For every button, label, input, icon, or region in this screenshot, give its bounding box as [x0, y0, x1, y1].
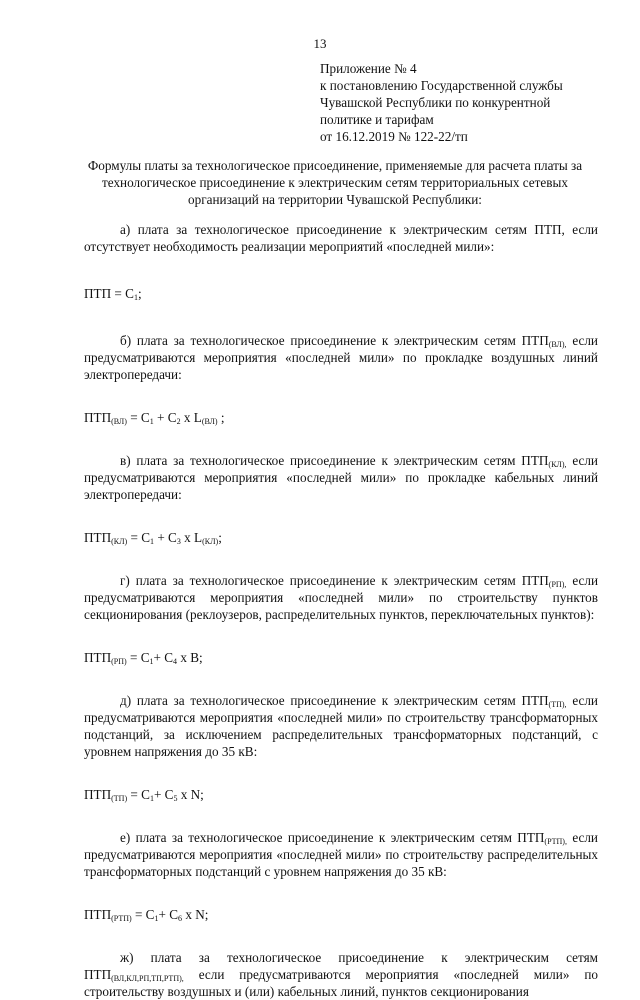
appendix-line: к постановлению Государственной службы: [320, 78, 563, 93]
formula-d: $ПТП_{(ТП)} = С_1+ С_5$ x N;: [84, 787, 204, 803]
paragraph-g: г) плата за технологическое присоединение к электрическим сетям $ПТП_{(РП),}$ если предусматриваются мероприятия «последней мили» по строительству пунктов секционирования (реклоузеров, распределительных пунктов, переключательных пунктов):: [84, 573, 599, 622]
appendix-line: от 16.12.2019 № 122-22/тп: [320, 129, 468, 144]
document-title: Формулы платы за технологическое присоединение, применяемые для расчета платы за технологическое присоединение к электрическим сетям территориальных сетевых организаций на территории Чувашской Республики:: [87, 158, 583, 207]
paragraph-b: б) плата за технологическое присоединение к электрическим сетям $ПТП_{(ВЛ),}$ если предусматриваются мероприятия «последней мили» по прокладке воздушных линий электропередачи:: [84, 333, 598, 382]
appendix-line: Чувашской Республики по конкурентной: [320, 95, 551, 110]
paragraph-zh: ж) плата за технологическое присоединение к электрическим сетям $ПТП_{(ВЛ,КЛ,РП,ТП,РТП),}$ если предусматриваются мероприятия «последней мили» по строительству воздушных и (или) кабельных линий, пунктов секционирования: [84, 950, 598, 999]
formula-g: $ПТП_{(РП)} = С_1+ С_4$ x В;: [84, 650, 203, 666]
formula-e: $ПТП_{(РТП)} = С_1+ С_6$ x N;: [84, 907, 209, 923]
page-number: 13: [313, 36, 327, 51]
formula-v: $ПТП_{(КЛ)} = С_1 + С_3$ x $L_{(КЛ)}$;: [84, 530, 222, 546]
paragraph-e: е) плата за технологическое присоединение к электрическим сетям $ПТП_{(РТП),}$ если предусматриваются мероприятия «последней мили» по строительству распределительных трансформаторных подстанций с уровнем напряжения до 35 кВ:: [84, 830, 598, 879]
document-body: [84, 221, 598, 1000]
appendix-line: Приложение № 4: [320, 61, 417, 76]
paragraph-v: в) плата за технологическое присоединение к электрическим сетям $ПТП_{(КЛ),}$ если предусматриваются мероприятия «последней мили» по прокладке кабельных линий электропередачи:: [84, 453, 598, 502]
appendix-header: [320, 60, 620, 145]
paragraph-a: а) плата за технологическое присоединение к электрическим сетям ПТП, если отсутствует необходимость реализации мероприятий «последней мили»:: [84, 222, 598, 254]
paragraph-d: д) плата за технологическое присоединение к электрическим сетям $ПТП_{(ТП),}$ если предусматриваются мероприятия «последней мили» по строительству трансформаторных подстанций, за исключением распределительных трансформаторных подстанций, с уровнем напряжения до 35 кВ:: [84, 693, 598, 759]
formula-a: ПТП = $С_1$;: [84, 286, 142, 302]
appendix-line: политике и тарифам: [320, 112, 434, 127]
formula-b: $ПТП_{(ВЛ)} = С_1 + С_2$ x $L_{(ВЛ)}$ ;: [84, 410, 225, 426]
